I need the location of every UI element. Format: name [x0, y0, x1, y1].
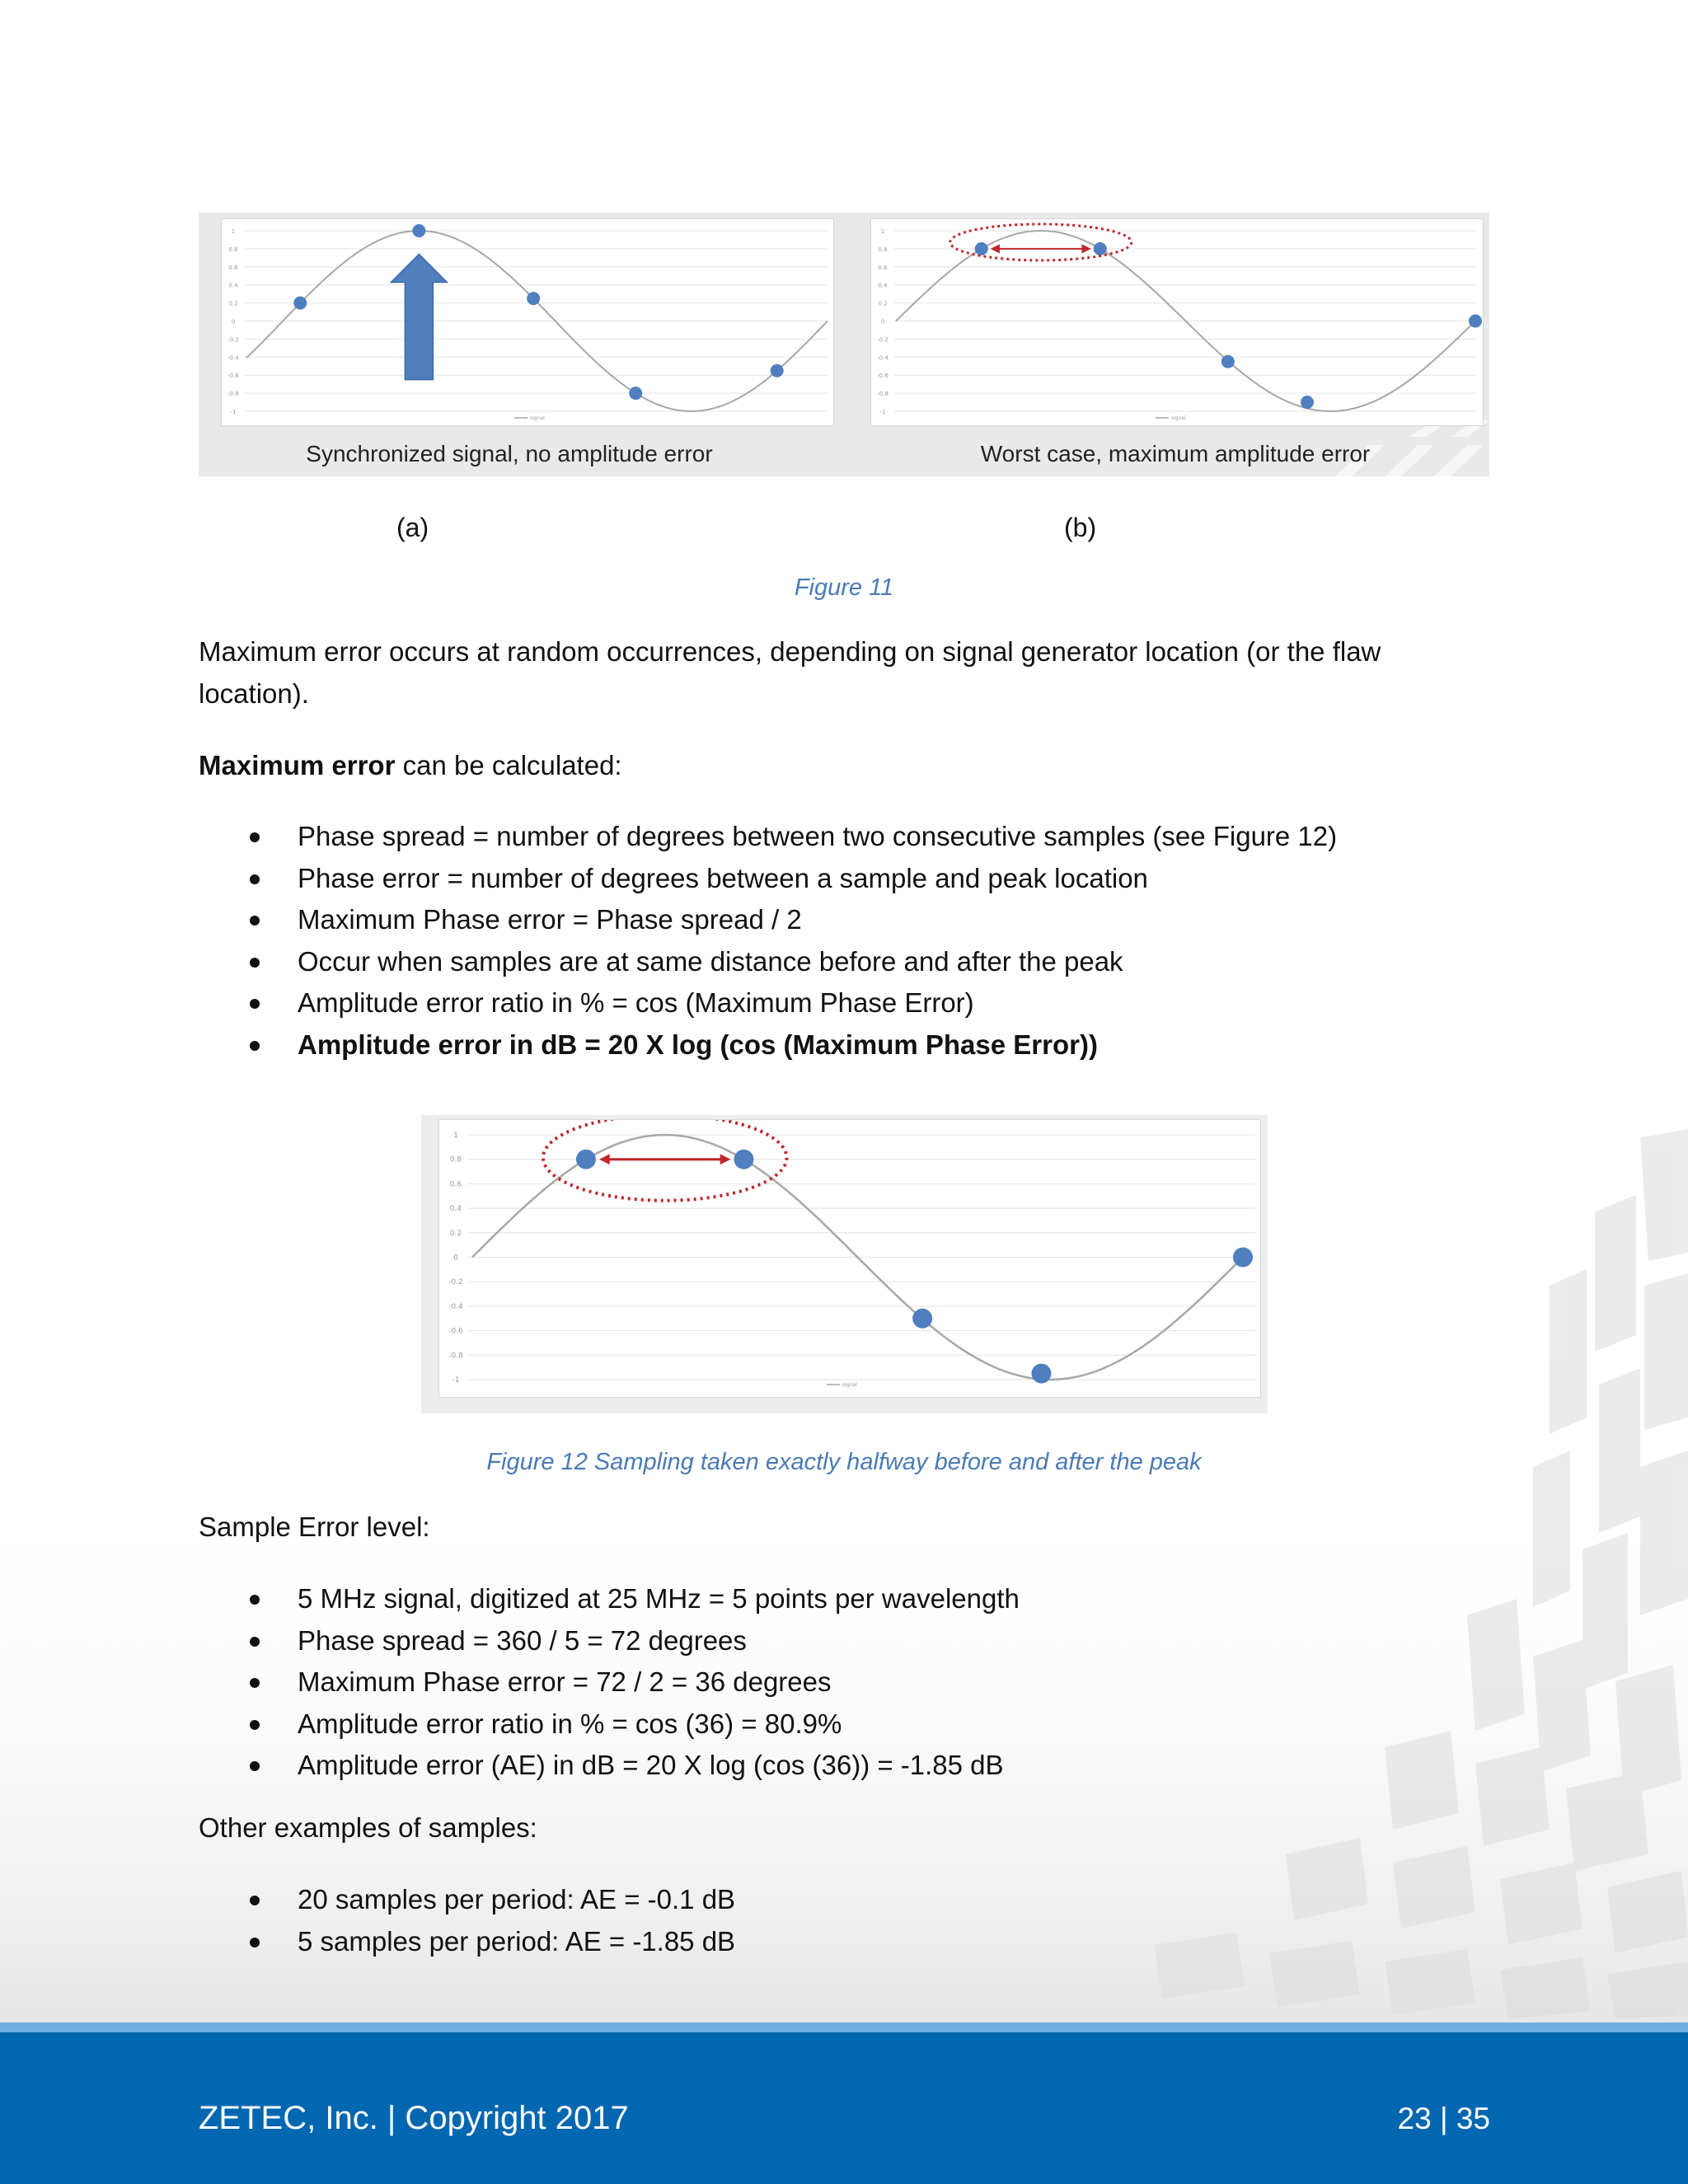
- list-item: Amplitude error ratio in % = cos (Maximum Phase Error): [199, 982, 1337, 1024]
- chart-panel-a: [221, 218, 834, 426]
- sample-point: [1031, 1364, 1051, 1384]
- sample-point: [629, 387, 642, 400]
- legend-label: signal: [1171, 415, 1186, 421]
- y-tick-label: -0.6: [877, 373, 889, 380]
- y-tick-label: 0.4: [878, 282, 888, 289]
- y-tick-label: 0.8: [228, 246, 238, 253]
- chart-a-svg: [222, 219, 833, 425]
- panel-b-label: (b): [1064, 513, 1097, 542]
- paragraph-other-examples: Other examples of samples:: [199, 1812, 537, 1843]
- legend-label: signal: [530, 415, 545, 421]
- y-tick-label: 0.8: [449, 1155, 462, 1165]
- y-tick-label: 0.6: [449, 1180, 462, 1189]
- figure12-caption: Figure 12 Sampling taken exactly halfway before and after the peak: [486, 1449, 1202, 1475]
- y-tick-label: -0.8: [877, 391, 889, 398]
- calculated-text: can be calculated:: [395, 750, 622, 780]
- y-tick-label: -0.6: [448, 1327, 463, 1336]
- y-tick-label: 1: [231, 228, 236, 235]
- list-item: 5 MHz signal, digitized at 25 MHz = 5 points per wavelength: [199, 1578, 1020, 1620]
- y-tick-label: 0.6: [228, 264, 238, 271]
- list-item: Amplitude error in dB = 20 X log (cos (Maximum Phase Error)): [199, 1024, 1337, 1066]
- y-tick-label: 0.4: [228, 282, 238, 289]
- sample-point: [734, 1150, 753, 1169]
- list-item: Phase spread = number of degrees between two consecutive samples (see Figure 12): [199, 816, 1337, 858]
- sample-point: [975, 242, 988, 255]
- y-tick-label: -0.4: [448, 1302, 463, 1311]
- y-tick-label: -0.2: [227, 336, 239, 344]
- chart-figure12: [438, 1119, 1261, 1398]
- y-tick-label: -1: [452, 1376, 460, 1385]
- footer-page-number: 23 | 35: [1397, 2102, 1490, 2135]
- figure11-caption: Figure 11: [794, 574, 894, 601]
- y-tick-label: -0.2: [877, 336, 889, 344]
- paragraph-sample-error: Sample Error level:: [199, 1511, 430, 1542]
- sample-point: [293, 297, 307, 310]
- sample-point: [1469, 315, 1482, 328]
- double-arrow-head-left: [991, 244, 1000, 253]
- list-item: Occur when samples are at same distance before and after the peak: [199, 941, 1337, 983]
- y-tick-label: -0.4: [227, 354, 239, 362]
- y-tick-label: 0.8: [878, 246, 888, 253]
- error-ellipse: [950, 224, 1132, 260]
- calc-list: [199, 816, 1337, 1066]
- y-tick-label: 0.2: [878, 300, 888, 307]
- double-arrow-head-right: [1082, 244, 1091, 253]
- double-arrow-head-right: [720, 1154, 731, 1165]
- double-arrow-head-left: [599, 1154, 610, 1165]
- y-tick-label: 0: [231, 318, 236, 326]
- y-tick-label: 0: [880, 318, 885, 326]
- sample-point: [412, 224, 425, 237]
- list-item: 20 samples per period: AE = -0.1 dB: [199, 1879, 735, 1921]
- examples-list: [199, 1879, 735, 1962]
- sample-point: [527, 292, 540, 305]
- chart-figure12-svg: [439, 1120, 1260, 1397]
- panel-a-caption: Synchronized signal, no amplitude error: [306, 441, 713, 466]
- bold-max-error: Maximum error: [199, 750, 396, 780]
- list-item: Maximum Phase error = Phase spread / 2: [199, 899, 1337, 941]
- sample-point: [576, 1150, 596, 1169]
- list-item: Amplitude error (AE) in dB = 20 X log (cos (36)) = -1.85 dB: [199, 1745, 1020, 1787]
- panel-b-caption: Worst case, maximum amplitude error: [980, 441, 1371, 466]
- legend-label: signal: [842, 1382, 857, 1388]
- y-tick-label: 0.2: [449, 1229, 462, 1238]
- sample-point: [1094, 242, 1107, 255]
- y-tick-label: -0.4: [877, 354, 889, 362]
- y-tick-label: -0.8: [227, 391, 239, 398]
- y-tick-label: -0.6: [227, 373, 239, 380]
- footer-copyright: ZETEC, Inc. | Copyright 2017: [199, 2100, 629, 2136]
- list-item: Phase spread = 360 / 5 = 72 degrees: [199, 1620, 1020, 1662]
- sample-error-list: [199, 1578, 1020, 1787]
- sample-point: [1233, 1248, 1253, 1268]
- chart-panel-b: [870, 218, 1484, 426]
- sample-point: [1221, 355, 1235, 368]
- y-tick-label: 1: [453, 1132, 458, 1140]
- y-tick-label: -0.2: [448, 1278, 463, 1287]
- y-tick-label: -1: [879, 409, 886, 415]
- y-tick-label: -0.8: [448, 1352, 463, 1361]
- paragraph-calculated: [199, 744, 1484, 786]
- list-item: Maximum Phase error = 72 / 2 = 36 degrees: [199, 1661, 1020, 1704]
- sample-point: [912, 1309, 932, 1329]
- sample-point: [1301, 396, 1314, 409]
- panel-a-label: (a): [396, 513, 429, 542]
- list-item: Phase error = number of degrees between a sample and peak location: [199, 858, 1337, 900]
- y-tick-label: 0.4: [449, 1205, 462, 1214]
- sample-point: [771, 364, 784, 377]
- y-tick-label: 0.6: [878, 264, 888, 271]
- y-tick-label: 0: [453, 1254, 458, 1263]
- chart-b-svg: [871, 219, 1483, 425]
- paragraph-max-error: Maximum error occurs at random occurrences, depending on signal generator location (or the flaw location).: [199, 636, 1381, 709]
- y-tick-label: 1: [880, 228, 885, 235]
- list-item: 5 samples per period: AE = -1.85 dB: [199, 1921, 735, 1963]
- list-item: Amplitude error ratio in % = cos (36) = 80.9%: [199, 1704, 1020, 1746]
- y-tick-label: -1: [230, 409, 237, 415]
- footer-stripe: [0, 2022, 1688, 2032]
- y-tick-label: 0.2: [228, 300, 238, 307]
- up-arrow: [391, 254, 447, 379]
